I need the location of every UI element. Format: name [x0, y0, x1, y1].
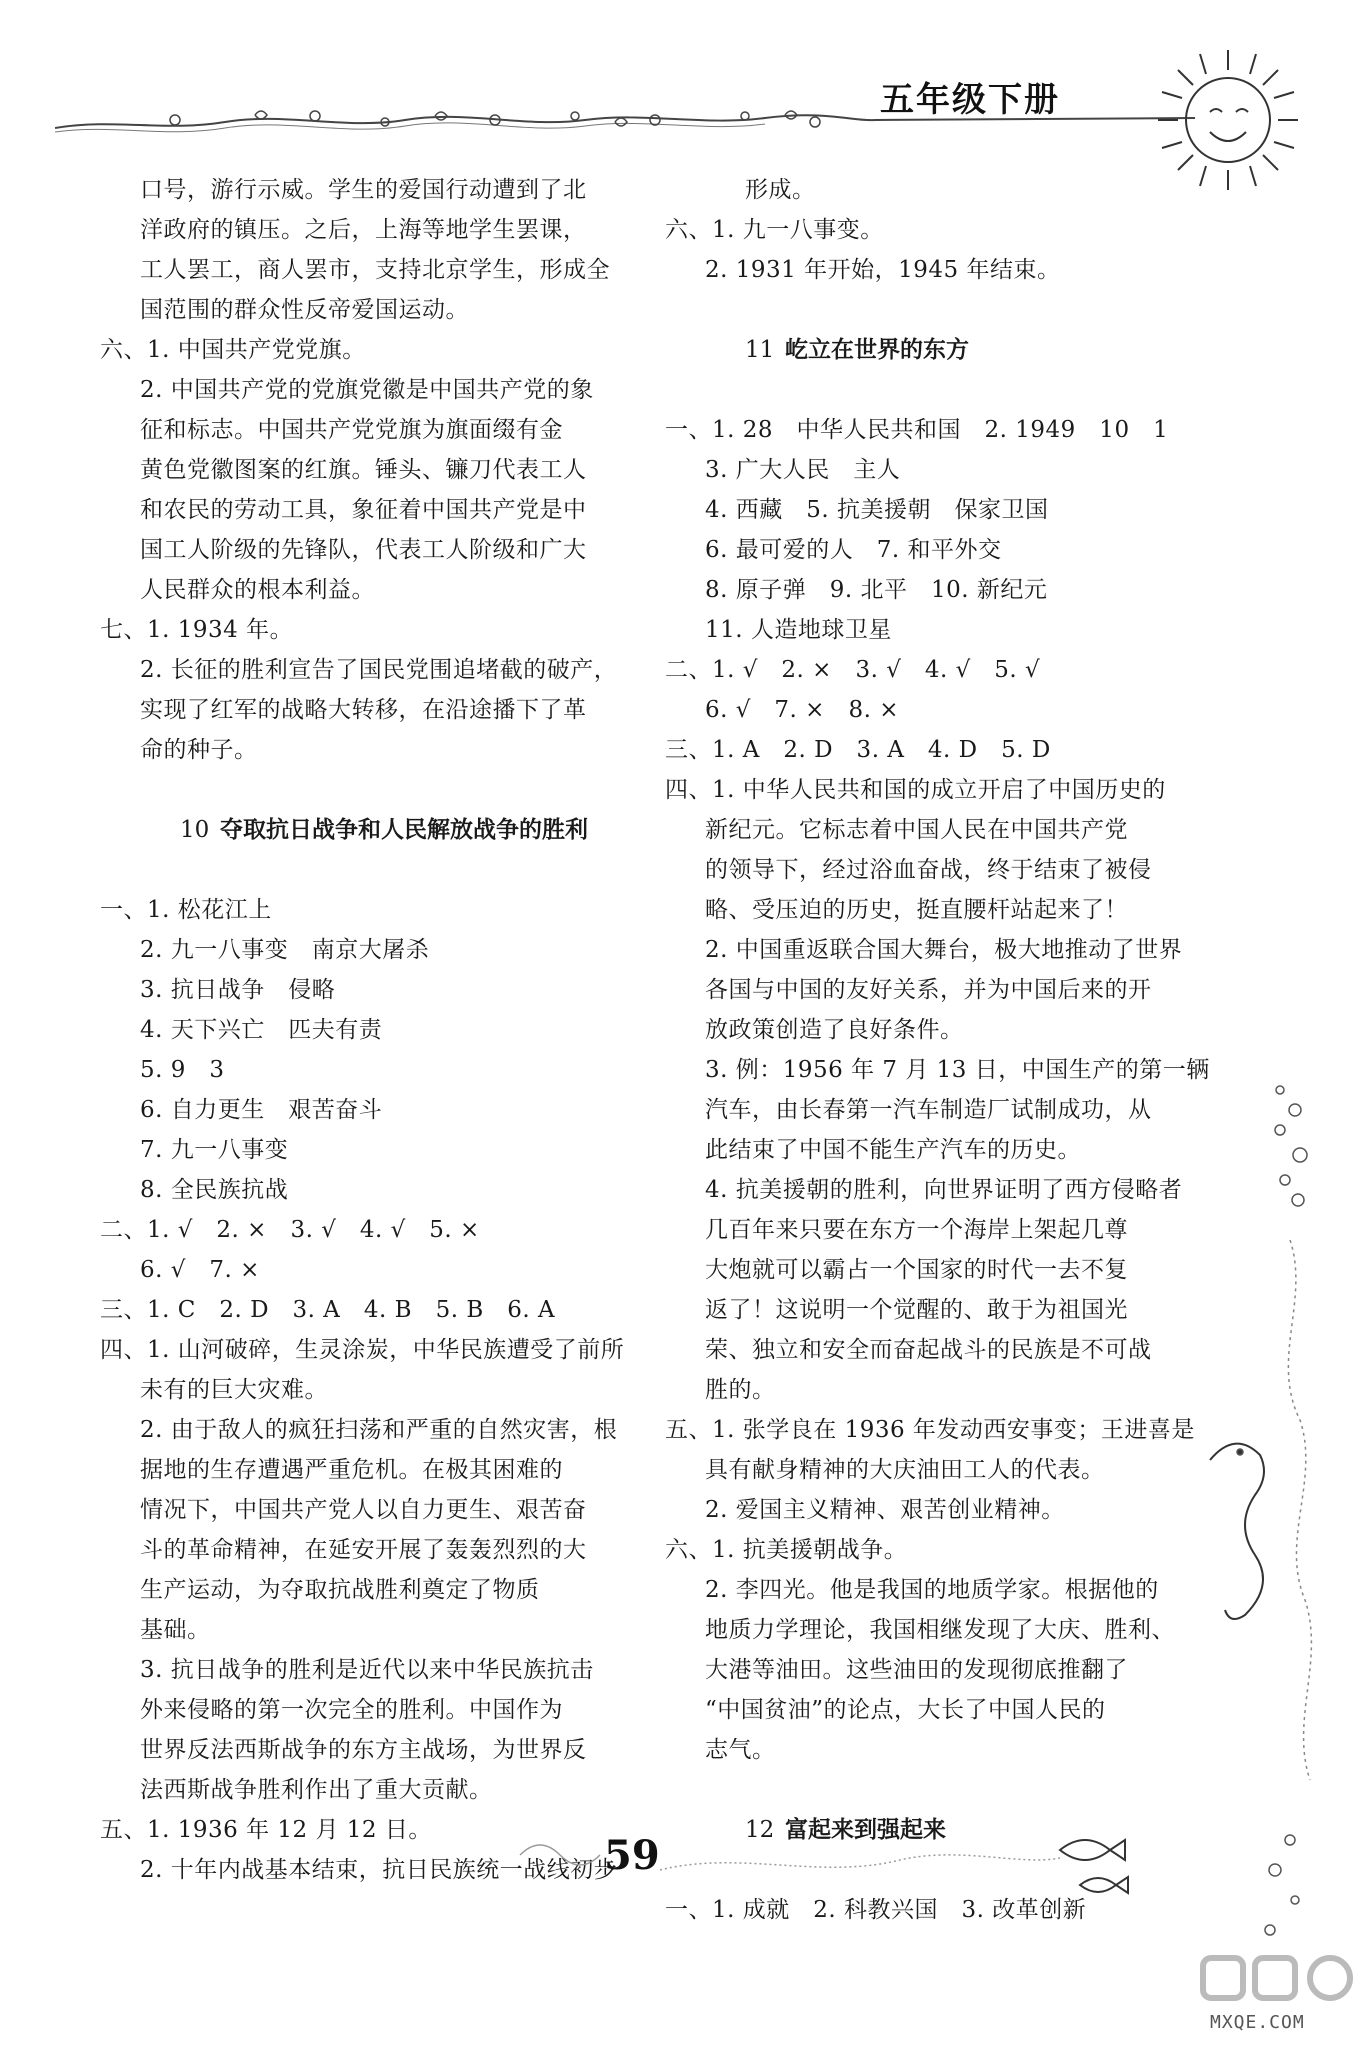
answer-line: 形成。 [745, 177, 816, 203]
answer-line: 11. 人造地球卫星 [705, 617, 892, 643]
answer-line: 6. √ 7. × [140, 1257, 260, 1283]
right-column [665, 170, 1210, 1930]
section-number: 12 [745, 1817, 775, 1843]
answer-line: 国工人阶级的先锋队，代表工人阶级和广大 [140, 537, 587, 563]
grade-label: 五年级下册 [880, 80, 1060, 120]
answer-line: 2. 由于敌人的疯狂扫荡和严重的自然灾害，根 [140, 1417, 618, 1443]
answer-line: 生产运动，为夺取抗战胜利奠定了物质 [140, 1577, 540, 1603]
answer-line: 据地的生存遭遇严重危机。在极其困难的 [140, 1457, 563, 1483]
answer-line: 地质力学理论，我国相继发现了大庆、胜利、 [705, 1617, 1175, 1643]
answer-line: 二、1. √ 2. × 3. √ 4. √ 5. × [100, 1217, 480, 1243]
answer-line: 工人罢工，商人罢市，支持北京学生，形成全 [140, 257, 610, 283]
answer-line: 6. √ 7. × 8. × [705, 697, 899, 723]
answer-line: 基础。 [140, 1617, 211, 1643]
answer-line: 七、1. 1934 年。 [100, 617, 294, 643]
answer-line: 志气。 [705, 1737, 776, 1763]
answer-line: 3. 抗日战争的胜利是近代以来中华民族抗击 [140, 1657, 594, 1683]
answer-line: 四、1. 中华人民共和国的成立开启了中国历史的 [665, 777, 1166, 803]
answer-line: 一、1. 成就 2. 科教兴国 3. 改革创新 [665, 1897, 1087, 1923]
watermark-text: MXQE.COM [1210, 2012, 1305, 2033]
answer-line: 六、1. 中国共产党党旗。 [100, 337, 366, 363]
section-number: 10 [180, 817, 210, 843]
answer-line: 2. 十年内战基本结束，抗日民族统一战线初步 [140, 1857, 618, 1883]
footer-wave-fish-decoration [500, 1810, 1160, 1920]
answer-line: 实现了红军的战略大转移，在沿途播下了革 [140, 697, 587, 723]
answer-line: 大港等油田。这些油田的发现彻底推翻了 [705, 1657, 1128, 1683]
spacer [100, 770, 660, 810]
answer-line: 2. 爱国主义精神、艰苦创业精神。 [705, 1497, 1065, 1523]
answer-line: 3. 广大人民 主人 [705, 457, 901, 483]
answer-line: 二、1. √ 2. × 3. √ 4. √ 5. √ [665, 657, 1041, 683]
spacer [665, 290, 1195, 330]
answer-line: 8. 原子弹 9. 北平 10. 新纪元 [705, 577, 1048, 603]
answer-line: 2. 九一八事变 南京大屠杀 [140, 937, 430, 963]
answer-line: 略、受压迫的历史，挺直腰杆站起来了！ [705, 897, 1128, 923]
answer-line: 2. 李四光。他是我国的地质学家。根据他的 [705, 1577, 1159, 1603]
answer-line: 四、1. 山河破碎，生灵涂炭，中华民族遭受了前所 [100, 1337, 625, 1363]
section-title-text: 夺取抗日战争和人民解放战争的胜利 [220, 817, 588, 843]
answer-line: 4. 抗美援朝的胜利，向世界证明了西方侵略者 [705, 1177, 1183, 1203]
answer-line: 汽车，由长春第一汽车制造厂试制成功，从 [705, 1097, 1152, 1123]
answer-line: 2. 1931 年开始，1945 年结束。 [705, 257, 1061, 283]
answer-line: 国范围的群众性反帝爱国运动。 [140, 297, 469, 323]
page-number: 59 [604, 1832, 660, 1879]
answer-line: 2. 长征的胜利宣告了国民党围追堵截的破产， [140, 657, 618, 683]
answer-line: 洋政府的镇压。之后，上海等地学生罢课， [140, 217, 587, 243]
answer-line: 各国与中国的友好关系，并为中国后来的开 [705, 977, 1152, 1003]
answer-line: 新纪元。它标志着中国人民在中国共产党 [705, 817, 1128, 843]
left-column [100, 170, 660, 1890]
spacer [665, 370, 1195, 410]
section-title-text: 富起来到强起来 [785, 1817, 946, 1843]
answer-line: 胜的。 [705, 1377, 776, 1403]
answer-line: 未有的巨大灾难。 [140, 1377, 328, 1403]
answer-line: 2. 中国重返联合国大舞台，极大地推动了世界 [705, 937, 1183, 963]
answer-line: 3. 例：1956 年 7 月 13 日，中国生产的第一辆 [705, 1057, 1210, 1083]
answer-line: 外来侵略的第一次完全的胜利。中国作为 [140, 1697, 563, 1723]
spacer [665, 1770, 1195, 1810]
section-title-text: 屹立在世界的东方 [785, 337, 969, 363]
answer-line: 情况下，中国共产党人以自力更生、艰苦奋 [140, 1497, 587, 1523]
answer-line: 斗的革命精神，在延安开展了轰轰烈烈的大 [140, 1537, 587, 1563]
answer-line: 三、1. A 2. D 3. A 4. D 5. D [665, 737, 1051, 763]
answer-line: 具有献身精神的大庆油田工人的代表。 [705, 1457, 1105, 1483]
answer-line: 命的种子。 [140, 737, 258, 763]
answer-line: “中国贫油”的论点，大长了中国人民的 [705, 1697, 1106, 1723]
answer-line: 7. 九一八事变 [140, 1137, 289, 1163]
answer-line: 此结束了中国不能生产汽车的历史。 [705, 1137, 1081, 1163]
spacer [100, 850, 660, 890]
answer-line: 黄色党徽图案的红旗。锤头、镰刀代表工人 [140, 457, 587, 483]
answer-line: 3. 抗日战争 侵略 [140, 977, 336, 1003]
answer-line: 六、1. 抗美援朝战争。 [665, 1537, 908, 1563]
answer-line: 五、1. 1936 年 12 月 12 日。 [100, 1817, 432, 1843]
answer-line: 五、1. 张学良在 1936 年发动西安事变；王进喜是 [665, 1417, 1195, 1443]
answer-line: 的领导下，经过浴血奋战，终于结束了被侵 [705, 857, 1152, 883]
answer-line: 和农民的劳动工具，象征着中国共产党是中 [140, 497, 587, 523]
answer-line: 人民群众的根本利益。 [140, 577, 375, 603]
answer-line: 六、1. 九一八事变。 [665, 217, 884, 243]
answer-line: 6. 自力更生 艰苦奋斗 [140, 1097, 383, 1123]
answer-line: 4. 天下兴亡 匹夫有责 [140, 1017, 383, 1043]
answer-line: 6. 最可爱的人 7. 和平外交 [705, 537, 1002, 563]
section-title [100, 810, 660, 850]
answer-line: 几百年来只要在东方一个海岸上架起几尊 [705, 1217, 1128, 1243]
answer-line: 一、1. 松花江上 [100, 897, 272, 923]
answer-line: 荣、独立和安全而奋起战斗的民族是不可战 [705, 1337, 1152, 1363]
answer-line: 放政策创造了良好条件。 [705, 1017, 964, 1043]
answer-line: 5. 9 3 [140, 1057, 225, 1083]
answer-line: 口号，游行示威。学生的爱国行动遭到了北 [140, 177, 587, 203]
seahorse-bubbles-decoration [1180, 1060, 1350, 1960]
answer-line: 世界反法西斯战争的东方主战场，为世界反 [140, 1737, 587, 1763]
answer-line: 大炮就可以霸占一个国家的时代一去不复 [705, 1257, 1128, 1283]
answer-line: 征和标志。中国共产党党旗为旗面缀有金 [140, 417, 563, 443]
answer-line: 4. 西藏 5. 抗美援朝 保家卫国 [705, 497, 1049, 523]
section-number: 11 [745, 337, 775, 363]
answer-line: 2. 中国共产党的党旗党徽是中国共产党的象 [140, 377, 594, 403]
answer-line: 法西斯战争胜利作出了重大贡献。 [140, 1777, 493, 1803]
answer-line: 8. 全民族抗战 [140, 1177, 289, 1203]
answer-line: 三、1. C 2. D 3. A 4. B 5. B 6. A [100, 1297, 556, 1323]
section-title [665, 330, 1195, 370]
answer-line: 返了！这说明一个觉醒的、敢于为祖国光 [705, 1297, 1128, 1323]
answer-line: 一、1. 28 中华人民共和国 2. 1949 10 1 [665, 417, 1169, 443]
